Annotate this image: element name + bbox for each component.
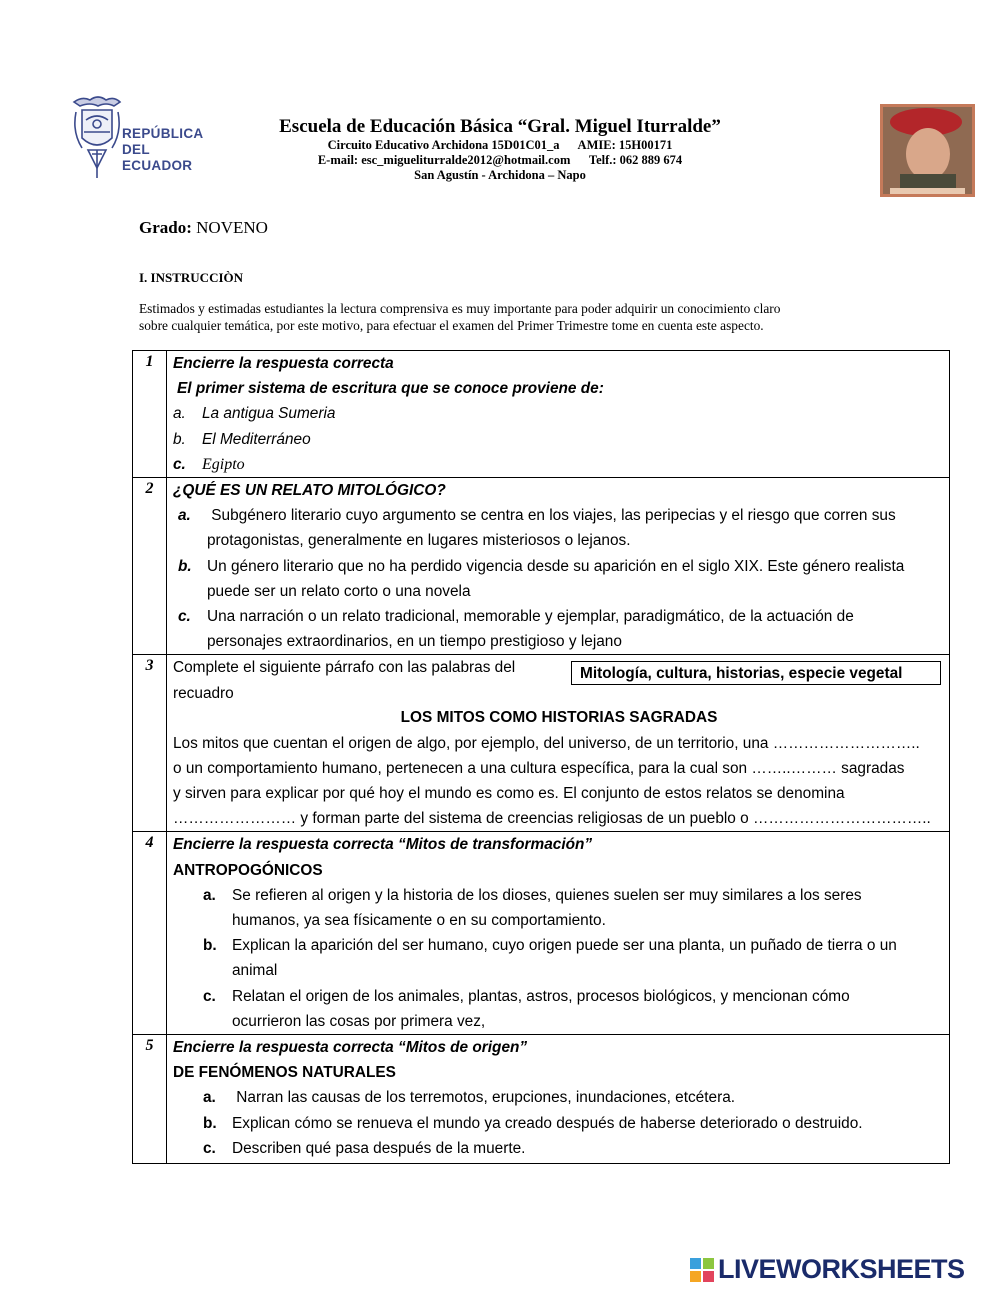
instruction-text-line-2: sobre cualquier temática, por este motivo, para efectuar el examen del Primer Trimestre tome en cuenta este aspecto. [139, 318, 764, 333]
option-text: Narran las causas de los terremotos, erupciones, inundaciones, etcétera. [232, 1089, 736, 1107]
q5-subtitle: DE FENÓMENOS NATURALES [173, 1064, 396, 1082]
option-letter: a. [173, 405, 186, 423]
q2-option-a[interactable] [173, 503, 945, 553]
grade-line [139, 218, 268, 238]
q3-instruction-line-1: Complete el siguiente párrafo con las palabras del [173, 659, 516, 677]
q4-option-c[interactable] [173, 984, 945, 1034]
q3-paragraph-line-3: y sirven para explicar por qué hoy el mundo es como es. El conjunto de estos relatos se denomina [173, 785, 845, 803]
option-text-line-2: protagonistas, generalmente en lugares misteriosos o lejanos. [207, 532, 631, 550]
liveworksheets-brand [690, 1254, 990, 1284]
option-text-line-1: Relatan el origen de los animales, plantas, astros, procesos biológicos, y mencionan cómo [232, 987, 850, 1005]
q3-header [173, 655, 945, 705]
option-text-line-2: humanos, ya sea físicamente o en su comportamiento. [232, 912, 606, 930]
q3-title: LOS MITOS COMO HISTORIAS SAGRADAS [400, 709, 718, 727]
portrait-photo [880, 104, 975, 197]
option-letter: a. [178, 507, 191, 525]
q4-option-b[interactable] [173, 933, 945, 983]
instruction-text [139, 300, 879, 334]
question-row-3 [133, 655, 950, 832]
questions-table [132, 350, 950, 1164]
q5-option-a[interactable] [173, 1085, 945, 1110]
option-text-line-1: Se refieren al origen y la historia de los dioses, quienes suelen ser muy similares a los seres [232, 886, 862, 904]
liveworksheets-text: LIVEWORKSHEETS [718, 1254, 965, 1284]
question-body [167, 478, 950, 655]
question-number: 2 [133, 478, 167, 655]
school-name: Escuela de Educación Básica “Gral. Miguel Iturralde” [279, 116, 721, 137]
q3-instruction-line-2: recuadro [173, 684, 234, 702]
option-letter: b. [178, 557, 192, 575]
instruction-title: I. INSTRUCCIÒN [139, 270, 244, 285]
q1-instruction: Encierre la respuesta correcta [173, 355, 394, 372]
q1-option-b[interactable] [173, 427, 945, 452]
option-letter: c. [178, 608, 191, 626]
q3-paragraph-line-1[interactable]: Los mitos que cuentan el origen de algo, por ejemplo, del universo, de un territorio, una ……………………….. [173, 734, 920, 752]
school-circuit: Circuito Educativo Archidona 15D01C01_a AMIE: 15H00171 [327, 138, 673, 152]
option-letter: a. [203, 1089, 216, 1107]
q5-instruction: Encierre la respuesta correcta “Mitos de origen” [173, 1039, 528, 1057]
question-row-2 [133, 478, 950, 655]
question-number: 5 [133, 1035, 167, 1164]
q1-option-c[interactable] [173, 452, 945, 477]
liveworksheets-icon [690, 1258, 714, 1282]
option-letter: b. [173, 430, 186, 448]
question-number: 1 [133, 351, 167, 478]
q1-option-a[interactable] [173, 401, 945, 426]
option-letter: c. [173, 455, 186, 473]
grade-value: NOVENO [196, 218, 268, 237]
question-number: 4 [133, 832, 167, 1035]
logo-text-line-2: DEL ECUADOR [122, 142, 193, 173]
q5-option-b[interactable] [173, 1111, 945, 1136]
option-text-line-2: puede ser un relato corto o una novela [207, 582, 471, 600]
q2-option-c[interactable] [173, 604, 945, 654]
option-text: El Mediterráneo [202, 430, 311, 448]
option-text: Egipto [202, 455, 245, 473]
q2-title: ¿QUÉ ES UN RELATO MITOLÓGICO? [173, 482, 446, 500]
question-row-4 [133, 832, 950, 1035]
logo-text-line-1: REPÚBLICA [122, 126, 204, 141]
option-text-line-1: Un género literario que no ha perdido vigencia desde su aparición en el siglo XIX. Este género realista [207, 557, 905, 575]
question-body [167, 1035, 950, 1164]
option-text-line-1: Subgénero literario cuyo argumento se centra en los viajes, las peripecias y el riesgo que corren sus [207, 507, 896, 525]
instruction-text-line-1: Estimados y estimadas estudiantes la lectura comprensiva es muy importante para poder adquirir un conocimiento claro [139, 301, 781, 316]
school-contact: E-mail: esc_migueliturralde2012@hotmail.com Telf.: 062 889 674 [317, 153, 683, 167]
q4-instruction: Encierre la respuesta correcta “Mitos de transformación” [173, 836, 593, 854]
option-text-line-2: animal [232, 962, 278, 980]
q4-subtitle: ANTROPOGÓNICOS [173, 861, 323, 879]
q5-option-c[interactable] [173, 1136, 945, 1161]
option-letter: a. [203, 886, 216, 904]
q3-paragraph-line-2[interactable]: o un comportamiento humano, pertenecen a una cultura específica, para la cual son ……..……… sagradas [173, 759, 905, 777]
option-text: Describen qué pasa después de la muerte. [232, 1139, 526, 1157]
grade-label: Grado: [139, 218, 192, 237]
q4-option-a[interactable] [173, 883, 945, 933]
option-letter: c. [203, 987, 216, 1005]
logo-text [122, 126, 203, 174]
q2-option-b[interactable] [173, 554, 945, 604]
question-row-5 [133, 1035, 950, 1164]
question-row-1 [133, 351, 950, 478]
option-text-line-2: personajes extraordinarios, en un tiempo prestigioso y lejano [207, 633, 622, 651]
option-text: La antigua Sumeria [202, 405, 336, 423]
option-letter: b. [203, 1114, 217, 1132]
question-number: 3 [133, 655, 167, 832]
school-header [200, 116, 800, 183]
q1-prompt: El primer sistema de escritura que se conoce proviene de: [177, 380, 604, 398]
option-text-line-2: ocurrieron las cosas por primera vez, [232, 1012, 486, 1030]
word-bank-box: Mitología, cultura, historias, especie vegetal [571, 661, 941, 685]
question-body [167, 832, 950, 1035]
option-text: Explican cómo se renueva el mundo ya creado después de haberse deteriorado o destruido. [232, 1114, 863, 1132]
question-body [167, 351, 950, 478]
republica-ecuador-logo [68, 92, 204, 184]
q3-paragraph-line-4[interactable]: …………………… y forman parte del sistema de creencias religiosas de un pueblo o …………………………….. [173, 810, 931, 828]
school-location: San Agustín - Archidona – Napo [414, 168, 586, 182]
question-body [167, 655, 950, 832]
option-letter: b. [203, 937, 217, 955]
option-text-line-1: Explican la aparición del ser humano, cuyo origen puede ser una planta, un puñado de tierra o un [232, 937, 897, 955]
option-letter: c. [203, 1139, 216, 1157]
option-text-line-1: Una narración o un relato tradicional, memorable y ejemplar, paradigmático, de la actuación de [207, 608, 854, 626]
